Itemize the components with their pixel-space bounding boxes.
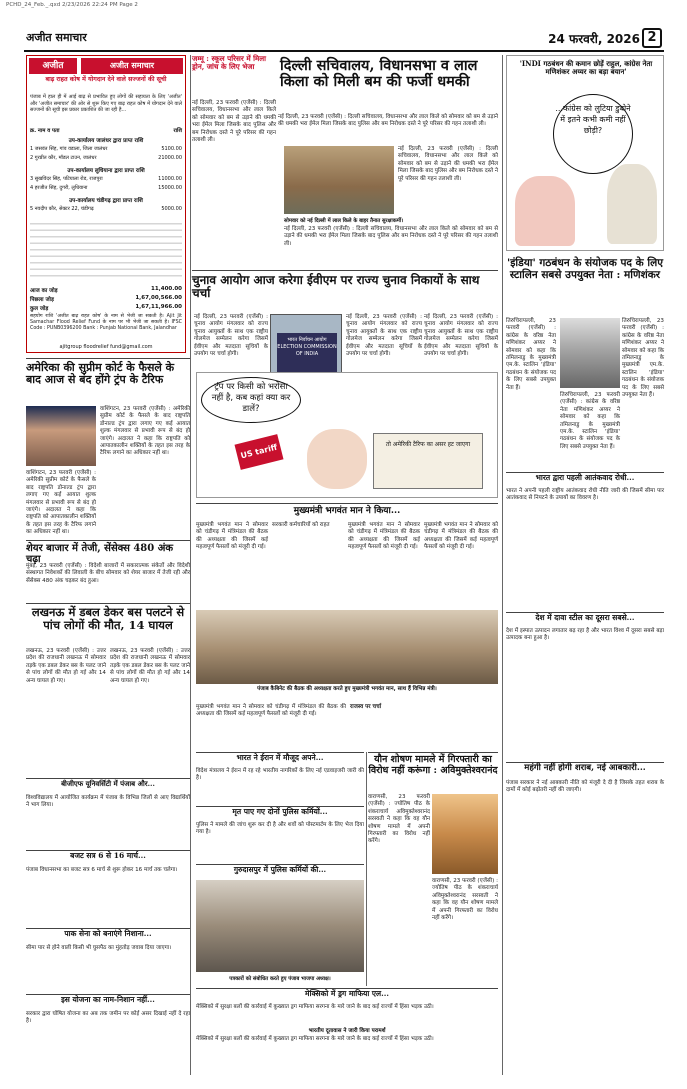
- cartoon-figure-left: [515, 176, 575, 246]
- section-jalandhar: उप-कार्यालय जालंधर द्वारा प्राप्त राशि: [68, 138, 144, 144]
- budget-headline: बजट सत्र 6 से 16 मार्च...: [70, 851, 146, 860]
- ajit-samachar-logo: अजीत समाचार: [81, 58, 183, 74]
- delhi-headline: दिल्ली सचिवालय, विधानसभा व लाल किला को मिली बम की फर्जी धमकी: [280, 57, 478, 91]
- col-name-header: क्र. नाम व पता: [30, 128, 60, 134]
- india-body: तिरुचिरापल्ली, 23 फरवरी (एजेंसी) : कांग्रेस के वरिष्ठ नेता मणिशंकर अय्यर ने सोमवार को कहा कि तमिलनाडु के मुख्यमंत्री एम.के. स्टालिन 'इंडिया' गठबंधन के संयोजक पद के लिए सबसे उपयुक्त नेता हैं।: [506, 318, 556, 391]
- lucknow-body: लखनऊ, 23 फरवरी (एजेंसी) : उत्तर प्रदेश की राजधानी लखनऊ में सोमवार तड़के एक डबल डेकर बस के पलट जाने से पांच लोगों की मौत हो गई और 14 अन्य घायल हो गए।: [26, 648, 106, 684]
- col-amount-header: राशि: [173, 128, 182, 134]
- cm-body-col3: मुख्यमंत्री भगवंत मान ने सोमवार को चंडीगढ़ में मंत्रिमंडल की बैठक की अध्यक्षता की जिसमें कई महत्वपूर्ण फैसलों को मंजूरी दी गई।: [348, 522, 420, 551]
- relief-row-name: 1 जसवंत सिंह, गांव वडाला, जिला जालंधर: [30, 146, 108, 152]
- univ-headline: बीजीएफ यूनिवर्सिटी में पंजाब और...: [61, 779, 155, 788]
- right-cartoon-box: [506, 55, 664, 251]
- relief-row-name: 2 गुरप्रीत कौर, मॉडल टाउन, जालंधर: [30, 155, 97, 161]
- relief-row-name: 3 सुखविंदर सिंह, पटियाला रोड, राजपुरा: [30, 176, 103, 182]
- steel-headline: देश में दावा स्टील का दूसरा सबसे...: [535, 613, 635, 622]
- relief-row-amount: 11000.00: [158, 176, 182, 182]
- ec-body-col3: नई दिल्ली, 23 फरवरी (एजेंसी) : चुनाव आयोग मंगलवार को राज्य चुनाव आयुक्तों के साथ एक राष्ट्रीय गोलमेज सम्मेलन करेगा जिसमें ईवीएम और मतदाता सूचियों के उपयोग पर चर्चा होगी।: [424, 314, 498, 358]
- ec-sign: भारत निर्वाचन आयोग ELECTION COMMISSION OF INDIA: [277, 333, 337, 377]
- cm-photo-caption: पंजाब कैबिनेट की बैठक की अध्यक्षता करते हुए मुख्यमंत्री भगवंत मान, साथ हैं विभिन्न मंत्री।: [257, 686, 437, 692]
- us-body: वाशिंगटन, 23 फरवरी (एजेंसी) : अमेरिकी सुप्रीम कोर्ट के फैसले के बाद राष्ट्रपति डोनाल्ड ट्रंप द्वारा लगाए गए कई आयात शुल्क मंगलवार से प्रभावी रूप से बंद हो जाएंगे। अदालत ने कहा कि राष्ट्रपति को आपातकालीन शक्तियों के तहत इस तरह के टैरिफ लगाने का अधिकार नहीं था।: [100, 406, 190, 457]
- delhi-dateline: नई दिल्ली, 23 फरवरी (एजेंसी) : दिल्ली सचिवालय, विधानसभा और लाल किले को सोमवार को बम से उड़ाने की धमकी भरा ईमेल मिला जिसके बाद पुलिस और बम निरोधक दस्ते ने पूरे परिसर की गहन तलाशी ली।: [278, 114, 498, 128]
- cm-body-col4: मुख्यमंत्री भगवंत मान ने सोमवार को चंडीगढ़ में मंत्रिमंडल की बैठक की अध्यक्षता की जिसमें कई महत्वपूर्ण फैसलों को मंजूरी दी गई।: [424, 522, 498, 551]
- cartoon-newspaper: तो अमेरिकी टैरिफ का असर हट जाएगा: [373, 433, 483, 489]
- relief-row-amount: 15000.00: [158, 185, 182, 191]
- cm-cabinet-photo: [196, 610, 498, 684]
- cm-body-below: मुख्यमंत्री भगवंत मान ने सोमवार को चंडीगढ़ में मंत्रिमंडल की बैठक की अध्यक्षता की जिसमें कई महत्वपूर्ण फैसलों को मंजूरी दी गई।: [196, 704, 346, 718]
- us-body-col2: वाशिंगटन, 23 फरवरी (एजेंसी) : अमेरिकी सुप्रीम कोर्ट के फैसले के बाद राष्ट्रपति डोनाल्ड ट्रंप द्वारा लगाए गए कई आयात शुल्क मंगलवार से प्रभावी रूप से बंद हो जाएंगे। अदालत ने कहा कि राष्ट्रपति को आपातकालीन शक्तियों के तहत इस तरह के टैरिफ लगाने का अधिकार नहीं था।: [26, 470, 96, 536]
- relief-note: सहयोग राशि 'अजीत बाढ़ राहत कोष' के नाम से भेजी जा सकती है। Ajit Jit Samachar Flood Relief Fund के नाम पर भी भेजी जा सकती है। IFSC Code : PUNB0396200 Bank : Punjab National Bank, Jalandhar: [30, 314, 182, 332]
- police-headline: मृत पाए गए दोनों पुलिस कर्मियों...: [232, 807, 328, 816]
- press-conference-photo: [196, 880, 364, 972]
- relief-row-amount: 21000.00: [158, 155, 182, 161]
- lucknow-headline: लखनऊ में डबल डेकर बस पलटने से पांच लोगों की मौत, 14 घायल: [31, 605, 185, 632]
- us-headline: अमेरिका की सुप्रीम कोर्ट के फैसले के बाद आज से बंद होंगे ट्रंप के टैरिफ: [26, 361, 175, 387]
- india-body-col3: तिरुचिरापल्ली, 23 फरवरी (एजेंसी) : कांग्रेस के वरिष्ठ नेता मणिशंकर अय्यर ने सोमवार को कहा कि तमिलनाडु के मुख्यमंत्री एम.के. स्टालिन 'इंडिया' गठबंधन के संयोजक पद के लिए सबसे उपयुक्त नेता हैं।: [560, 392, 620, 450]
- gurdaspur-caption: पत्रकारों को संबोधित करते हुए पंजाब भाजपा अध्यक्ष।: [229, 976, 331, 982]
- cm-headline: मुख्यमंत्री भगवंत मान ने किया...: [293, 506, 401, 516]
- mexico-sub: भारतीय दूतावास ने जारी किया परामर्श: [308, 1028, 386, 1034]
- us-tariff-sign: US tariff: [235, 434, 284, 470]
- steel-body: देश में इस्पात उत्पादन लगातार बढ़ रहा है और भारत विश्व में दूसरा सबसे बड़ा उत्पादक बना हुआ है।: [506, 628, 664, 642]
- ec-body-col2: नई दिल्ली, 23 फरवरी (एजेंसी) : चुनाव आयोग मंगलवार को राज्य चुनाव आयुक्तों के साथ एक राष्ट्रीय गोलमेज सम्मेलन करेगा जिसमें ईवीएम और मतदाता सूचियों के उपयोग पर चर्चा होगी।: [346, 314, 422, 358]
- liquor-headline: महंगी नहीं होगी शराब, नई आबकारी...: [524, 763, 646, 773]
- trump-photo: [26, 406, 96, 466]
- mexico-body-2: मेक्सिको में सुरक्षा बलों की कार्रवाई में कुख्यात ड्रग माफिया सरगना के मारे जाने के बाद कई राज्यों में हिंसा भड़क उठी।: [196, 1036, 434, 1042]
- section-chandigarh: उप-कार्यालय चंडीगढ़ द्वारा प्राप्त राशि: [69, 198, 143, 204]
- relief-intro: पंजाब में हाल ही में आई बाढ़ से प्रभावित हुए लोगों की सहायता के लिए 'अजीत' और 'अजीत समाचार' की ओर से शुरू किए गए बाढ़ राहत कोष में योगदान देने वाले सज्जनों की सूची इस प्रकार प्रकाशित की जा रही है...: [30, 94, 182, 114]
- relief-row-name: 4 हरजीत सिंह, दुगरी, लुधियाना: [30, 185, 88, 191]
- cartoon-man: [307, 429, 367, 489]
- india-body-col2: तिरुचिरापल्ली, 23 फरवरी (एजेंसी) : कांग्रेस के वरिष्ठ नेता मणिशंकर अय्यर ने सोमवार को कहा कि तमिलनाडु के मुख्यमंत्री एम.के. स्टालिन 'इंडिया' गठबंधन के संयोजक पद के लिए सबसे उपयुक्त नेता हैं।: [622, 318, 664, 399]
- relief-row-amount: 5000.00: [161, 206, 182, 212]
- airport-body: भारत ने अपनी पहली राष्ट्रीय आतंकवाद रोधी नीति जारी की जिसमें सीमा पार आतंकवाद से निपटने के उपायों का विवरण है।: [506, 488, 664, 502]
- share-body: मुंबई, 23 फरवरी (एजेंसी) : विदेशी बाजारों में सकारात्मक संकेतों और विदेशी संस्थागत निवेशकों की लिवाली के बीच सोमवार को शेयर बाजार में तेजी रही और सेंसेक्स 480 अंक चढ़कर बंद हुआ।: [26, 563, 190, 584]
- delhi-body-cont: नई दिल्ली, 23 फरवरी (एजेंसी) : दिल्ली सचिवालय, विधानसभा और लाल किले को सोमवार को बम से उड़ाने की धमकी भरा ईमेल मिला जिसके बाद पुलिस और बम निरोधक दस्ते ने पूरे परिसर की गहन तलाशी ली।: [284, 226, 498, 247]
- mexico-headline: मेक्सिको में ड्रग माफिया एल...: [305, 989, 389, 998]
- sum-prev-label: पिछला जोड़: [30, 297, 54, 303]
- masthead-date: 24 फरवरी, 2026: [548, 32, 640, 46]
- iran-headline: भारत ने ईरान में मौजूद अपने...: [236, 753, 324, 762]
- trump-cartoon: [196, 372, 498, 498]
- ec-body: नई दिल्ली, 23 फरवरी (एजेंसी) : चुनाव आयोग मंगलवार को राज्य चुनाव आयुक्तों के साथ एक राष्ट्रीय गोलमेज सम्मेलन करेगा जिसमें ईवीएम और मतदाता सूचियों के उपयोग पर चर्चा होगी।: [194, 314, 268, 358]
- delhi-body: नई दिल्ली, 23 फरवरी (एजेंसी) : दिल्ली सचिवालय, विधानसभा और लाल किले को सोमवार को बम से उड़ाने की धमकी भरा ईमेल मिला जिसके बाद पुलिस और बम निरोधक दस्ते ने पूरे परिसर की गहन तलाशी ली।: [398, 146, 498, 182]
- relief-list-filler: [30, 218, 182, 280]
- sum-today: 11,400.00: [151, 286, 182, 292]
- delhi-photo-caption: सोमवार को नई दिल्ली में लाल किले के बाहर तैनात सुरक्षाकर्मी।: [284, 218, 404, 224]
- relief-row-name: 5 नवदीप कौर, सेक्टर 22, चंडीगढ़: [30, 206, 94, 212]
- ajit-logo: अजीत: [29, 58, 77, 74]
- swami-photo: [432, 794, 498, 874]
- cartoon-figure-right: [607, 164, 657, 244]
- lucknow-body-col2: लखनऊ, 23 फरवरी (एजेंसी) : उत्तर प्रदेश की राजधानी लखनऊ में सोमवार तड़के एक डबल डेकर बस के पलट जाने से पांच लोगों की मौत हो गई और 14 अन्य घायल हो गए।: [110, 648, 190, 684]
- relief-row-amount: 5100.00: [161, 146, 182, 152]
- plan-headline: इस योजना का नाम-निशान नहीं...: [61, 995, 155, 1004]
- page-number: 2: [642, 28, 662, 48]
- cm-sub1: सरकारी कर्मचारियों को राहत: [272, 522, 330, 528]
- ec-headline: चुनाव आयोग आज करेगा ईवीएम पर राज्य चुनाव निकायों के साथ चर्चा: [192, 273, 480, 301]
- sum-total-label: कुल जोड़: [30, 306, 49, 312]
- cm-body: मुख्यमंत्री भगवंत मान ने सोमवार को चंडीगढ़ में मंत्रिमंडल की बैठक की अध्यक्षता की जिसमें कई महत्वपूर्ण फैसलों को मंजूरी दी गई।: [196, 522, 268, 551]
- masthead-name: अजीत समाचार: [26, 31, 87, 44]
- drone-story-body: नई दिल्ली, 23 फरवरी (एजेंसी) : दिल्ली सचिवालय, विधानसभा और लाल किले को सोमवार को बम से उड़ाने की धमकी भरा ईमेल मिला जिसके बाद पुलिस और बम निरोधक दस्ते ने पूरे परिसर की गहन तलाशी ली।: [192, 100, 276, 144]
- relief-email: ajitgroup floodrelief fund@gmail.com: [59, 344, 153, 350]
- section-ludhiana: उप-कार्यालय लुधियाना द्वारा प्राप्त राशि: [67, 168, 145, 174]
- airport-headline: भारत द्वारा पहली आतंकवाद रोधी...: [535, 473, 635, 482]
- cm-sub2: राजस्व पर चर्चा: [350, 704, 382, 710]
- mexico-body: मेक्सिको में सुरक्षा बलों की कार्रवाई में कुख्यात ड्रग माफिया सरगना के मारे जाने के बाद कई राज्यों में हिंसा भड़क उठी।: [196, 1004, 434, 1010]
- sum-prev: 1,67,00,566.00: [135, 295, 182, 301]
- iran-body: विदेश मंत्रालय ने ईरान में रह रहे भारतीय नागरिकों के लिए नई एडवाइजरी जारी की है।: [196, 768, 364, 782]
- plan-body: सरकार द्वारा घोषित योजना का अब तक जमीन पर कोई असर दिखाई नहीं दे रहा है।: [26, 1011, 190, 1025]
- arrest-body-col2: वाराणसी, 23 फरवरी (एजेंसी) : ज्योतिष पीठ के शंकराचार्य अविमुक्तेश्वरानंद सरस्वती ने कहा कि वह यौन शोषण मामले में अपनी गिरफ्तारी का विरोध नहीं करेंगे।: [432, 878, 498, 922]
- gurdaspur-headline: गुरुदासपुर में पुलिस कर्मियों की...: [233, 865, 327, 874]
- print-slug: PCHD_24_Feb._.qxd 2/23/2026 22:24 PM Page 2: [6, 2, 138, 8]
- sum-today-label: आज का जोड़: [30, 288, 58, 294]
- delhi-photo: [284, 146, 394, 214]
- univ-body: विश्वविद्यालय में आयोजित कार्यक्रम में पंजाब के विभिन्न जिलों से आए विद्यार्थियों ने भाग लिया।: [26, 795, 190, 809]
- aiyar-photo: [560, 318, 620, 388]
- relief-fund-box: [26, 55, 186, 353]
- share-headline: शेयर बाजार में तेजी, सेंसेक्स 480 अंक चढ़ा: [26, 543, 174, 566]
- army-headline: पाक सेना को बनाएंगे निशाना...: [64, 929, 152, 938]
- cartoon-bubble: ...कांग्रेस को लुटिया डुबोने में इतने कभी कमी नहीं छोड़ी?: [553, 94, 633, 174]
- sum-total: 1,67,11,966.00: [135, 304, 182, 310]
- budget-body: पंजाब विधानसभा का बजट सत्र 6 मार्च से शुरू होकर 16 मार्च तक चलेगा।: [26, 867, 178, 873]
- drone-kicker: जम्मू : स्कूल परिसर में मिला ड्रोन, जांच के लिए भेजा: [192, 54, 267, 72]
- police-body: पुलिस ने मामले की जांच शुरू कर दी है और शवों को पोस्टमार्टम के लिए भेज दिया गया है।: [196, 822, 364, 836]
- cartoon-headline: 'INDI गठबंधन की कमान छोड़ें राहुल, कांग्रेस नेता मणिशंकर अय्यर का बड़ा बयान': [519, 59, 653, 76]
- liquor-body: पंजाब सरकार ने नई आबकारी नीति को मंजूरी दे दी है जिसके तहत शराब के दामों में कोई बढ़ोतरी नहीं की जाएगी।: [506, 780, 664, 794]
- trump-bubble: ट्रंप पर किसी को भरोसा नहीं है, कब कहां क्या कर डालें?: [201, 377, 301, 423]
- arrest-body: वाराणसी, 23 फरवरी (एजेंसी) : ज्योतिष पीठ के शंकराचार्य अविमुक्तेश्वरानंद सरस्वती ने कहा कि वह यौन शोषण मामले में अपनी गिरफ्तारी का विरोध नहीं करेंगे।: [368, 794, 430, 845]
- relief-tagline: बाढ़ राहत कोष में योगदान देने वाले सज्जनों की सूची: [45, 76, 167, 83]
- army-body: सीमा पार से होने वाली किसी भी घुसपैठ का मुंहतोड़ जवाब दिया जाएगा।: [26, 945, 172, 951]
- arrest-headline: यौन शोषण मामले में गिरफ्तारी का विरोध नहीं करूंगा : अविमुक्तेश्वरानंद: [368, 754, 498, 776]
- india-headline: 'इंडिया' गठबंधन के संयोजक पद के लिए स्टालिन सबसे उपयुक्त नेता : मणिशंकर: [506, 257, 664, 281]
